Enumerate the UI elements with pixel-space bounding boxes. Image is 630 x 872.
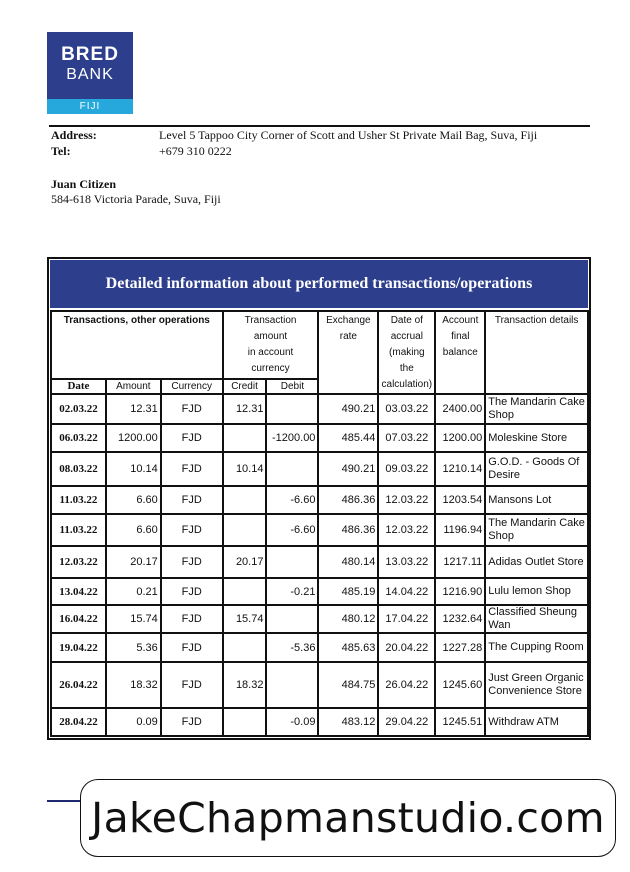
cell-currency: FJD	[161, 452, 223, 486]
address-label: Address:	[51, 128, 97, 142]
cell-date: 02.03.22	[51, 394, 106, 424]
cell-balance: 1227.28	[435, 633, 485, 662]
cell-rate: 480.14	[318, 546, 378, 578]
header-credit: Credit	[223, 379, 267, 394]
header-transactions: Transactions, other operations	[51, 311, 223, 379]
cell-balance: 1196.94	[435, 514, 485, 546]
transactions-table-panel	[47, 257, 591, 740]
cell-accrual: 20.04.22	[378, 633, 435, 662]
table-row	[51, 605, 588, 633]
cell-details: The Mandarin Cake Shop	[485, 394, 588, 424]
customer-address: 584-618 Victoria Parade, Suva, Fiji	[51, 192, 221, 206]
header-details: Transaction details	[485, 311, 588, 394]
cell-details: Withdraw ATM	[485, 708, 588, 736]
cell-currency: FJD	[161, 486, 223, 514]
cell-details: Adidas Outlet Store	[485, 546, 588, 578]
cell-accrual: 09.03.22	[378, 452, 435, 486]
header-date: Date	[51, 379, 106, 394]
cell-details: Just Green Organic Convenience Store	[485, 662, 588, 708]
cell-accrual: 03.03.22	[378, 394, 435, 424]
header-amount: Amount	[106, 379, 161, 394]
cell-currency: FJD	[161, 514, 223, 546]
table-row	[51, 662, 588, 708]
cell-date: 12.03.22	[51, 546, 106, 578]
cell-balance: 1200.00	[435, 424, 485, 452]
header-date-accrual: Date of accrual (making the calculation)	[378, 311, 435, 394]
cell-currency: FJD	[161, 546, 223, 578]
table-row	[51, 514, 588, 546]
cell-rate: 486.36	[318, 514, 378, 546]
cell-currency: FJD	[161, 394, 223, 424]
cell-accrual: 07.03.22	[378, 424, 435, 452]
table-row	[51, 486, 588, 514]
cell-balance: 1232.64	[435, 605, 485, 633]
cell-date: 06.03.22	[51, 424, 106, 452]
cell-rate: 490.21	[318, 394, 378, 424]
cell-debit	[266, 662, 318, 708]
cell-amount: 5.36	[106, 633, 161, 662]
cell-balance: 1203.54	[435, 486, 485, 514]
cell-date: 28.04.22	[51, 708, 106, 736]
cell-accrual: 12.03.22	[378, 486, 435, 514]
header-rule	[49, 125, 590, 127]
cell-date: 13.04.22	[51, 578, 106, 605]
cell-date: 26.04.22	[51, 662, 106, 708]
cell-debit	[266, 452, 318, 486]
cell-debit: -0.21	[266, 578, 318, 605]
cell-rate: 485.19	[318, 578, 378, 605]
cell-currency: FJD	[161, 662, 223, 708]
cell-debit: -5.36	[266, 633, 318, 662]
cell-debit	[266, 546, 318, 578]
cell-credit	[223, 486, 267, 514]
cell-amount: 1200.00	[106, 424, 161, 452]
cell-balance: 1217.11	[435, 546, 485, 578]
cell-date: 16.04.22	[51, 605, 106, 633]
customer-name: Juan Citizen	[51, 177, 117, 191]
cell-credit: 20.17	[223, 546, 267, 578]
cell-accrual: 29.04.22	[378, 708, 435, 736]
cell-date: 11.03.22	[51, 514, 106, 546]
cell-amount: 0.21	[106, 578, 161, 605]
table-row	[51, 424, 588, 452]
header-currency: Currency	[161, 379, 223, 394]
cell-debit: -6.60	[266, 486, 318, 514]
cell-amount: 6.60	[106, 486, 161, 514]
cell-rate: 483.12	[318, 708, 378, 736]
cell-balance: 1210.14	[435, 452, 485, 486]
header-debit: Debit	[266, 379, 318, 394]
cell-balance: 2400.00	[435, 394, 485, 424]
table-row	[51, 452, 588, 486]
header-exchange-rate: Exchange rate	[318, 311, 378, 394]
cell-rate: 480.12	[318, 605, 378, 633]
cell-accrual: 14.04.22	[378, 578, 435, 605]
cell-rate: 485.44	[318, 424, 378, 452]
cell-balance: 1216.90	[435, 578, 485, 605]
bank-address: Level 5 Tappoo City Corner of Scott and Usher St Private Mail Bag, Suva, Fiji	[159, 128, 538, 142]
cell-credit: 12.31	[223, 394, 267, 424]
cell-accrual: 17.04.22	[378, 605, 435, 633]
cell-credit	[223, 633, 267, 662]
cell-details: The Mandarin Cake Shop	[485, 514, 588, 546]
watermark-line	[47, 800, 81, 802]
cell-date: 19.04.22	[51, 633, 106, 662]
cell-details: The Cupping Room	[485, 633, 588, 662]
cell-accrual: 12.03.22	[378, 514, 435, 546]
cell-balance: 1245.51	[435, 708, 485, 736]
logo-line1: BRED	[61, 44, 119, 65]
cell-credit	[223, 514, 267, 546]
cell-credit: 15.74	[223, 605, 267, 633]
logo-line2: BANK	[66, 66, 114, 83]
cell-date: 11.03.22	[51, 486, 106, 514]
cell-rate: 490.21	[318, 452, 378, 486]
cell-credit	[223, 708, 267, 736]
table-row	[51, 708, 588, 736]
cell-currency: FJD	[161, 424, 223, 452]
cell-debit: -1200.00	[266, 424, 318, 452]
table-row	[51, 578, 588, 605]
cell-balance: 1245.60	[435, 662, 485, 708]
cell-details: Classified Sheung Wan	[485, 605, 588, 633]
cell-currency: FJD	[161, 578, 223, 605]
cell-amount: 15.74	[106, 605, 161, 633]
bank-tel: +679 310 0222	[159, 144, 232, 158]
cell-debit: -0.09	[266, 708, 318, 736]
cell-amount: 18.32	[106, 662, 161, 708]
cell-debit	[266, 605, 318, 633]
transactions-table	[50, 310, 589, 737]
cell-amount: 10.14	[106, 452, 161, 486]
logo-country: FIJI	[47, 99, 133, 114]
cell-amount: 12.31	[106, 394, 161, 424]
cell-rate: 486.36	[318, 486, 378, 514]
cell-details: Moleskine Store	[485, 424, 588, 452]
cell-amount: 20.17	[106, 546, 161, 578]
cell-date: 08.03.22	[51, 452, 106, 486]
cell-accrual: 26.04.22	[378, 662, 435, 708]
cell-details: Mansons Lot	[485, 486, 588, 514]
tel-label: Tel:	[51, 144, 71, 158]
cell-currency: FJD	[161, 708, 223, 736]
watermark-badge: JakeChapmanstudio.com	[80, 779, 616, 857]
cell-amount: 0.09	[106, 708, 161, 736]
cell-rate: 484.75	[318, 662, 378, 708]
header-transaction-amount: Transaction amount in account currency	[223, 311, 319, 379]
cell-amount: 6.60	[106, 514, 161, 546]
table-title: Detailed information about performed transactions/operations	[50, 260, 588, 308]
bank-logo	[47, 32, 133, 114]
cell-debit: -6.60	[266, 514, 318, 546]
header-account-final: Account final balance	[435, 311, 485, 394]
cell-rate: 485.63	[318, 633, 378, 662]
cell-credit	[223, 424, 267, 452]
table-row	[51, 394, 588, 424]
cell-credit: 18.32	[223, 662, 267, 708]
cell-accrual: 13.03.22	[378, 546, 435, 578]
cell-credit: 10.14	[223, 452, 267, 486]
cell-details: G.O.D. - Goods Of Desire	[485, 452, 588, 486]
cell-details: Lulu lemon Shop	[485, 578, 588, 605]
cell-currency: FJD	[161, 633, 223, 662]
cell-credit	[223, 578, 267, 605]
cell-debit	[266, 394, 318, 424]
cell-currency: FJD	[161, 605, 223, 633]
table-row	[51, 546, 588, 578]
table-row	[51, 633, 588, 662]
